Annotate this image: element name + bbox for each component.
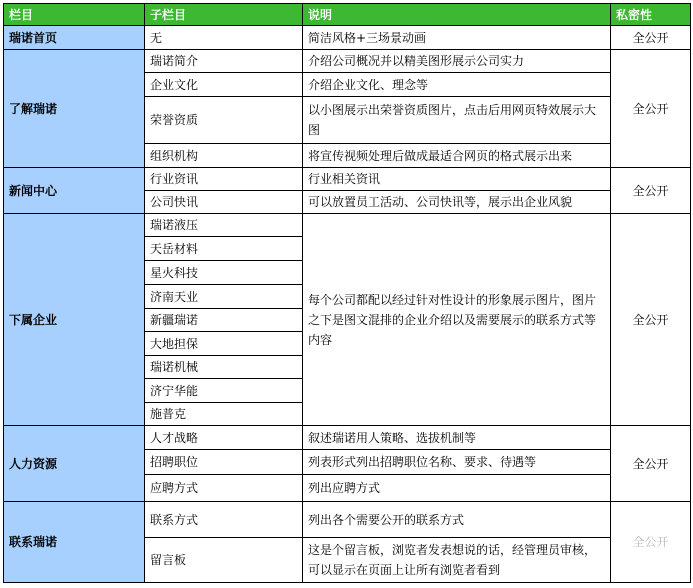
column-name-news: 新闻中心 bbox=[4, 168, 145, 214]
column-name-about: 了解瑞诺 bbox=[4, 50, 145, 168]
privacy-cell: 全公开 bbox=[611, 168, 691, 214]
description-cell: 介绍企业文化、理念等 bbox=[303, 73, 611, 97]
subcolumn-cell: 无 bbox=[145, 26, 303, 50]
header-privacy: 私密性 bbox=[611, 4, 691, 26]
subcolumn-cell: 新疆瑞诺 bbox=[145, 309, 303, 332]
table-row bbox=[4, 50, 691, 73]
description-cell: 行业相关资讯 bbox=[303, 168, 611, 191]
column-name-home: 瑞诺首页 bbox=[4, 26, 145, 50]
column-name-hr: 人力资源 bbox=[4, 426, 145, 502]
table-row bbox=[4, 214, 691, 237]
privacy-cell: 全公开 bbox=[611, 50, 691, 168]
table-row bbox=[4, 168, 691, 191]
description-cell: 简洁风格+三场景动画 bbox=[303, 26, 611, 50]
site-structure-table bbox=[3, 3, 691, 583]
column-name-contact: 联系瑞诺 bbox=[4, 502, 145, 583]
table-row bbox=[4, 426, 691, 450]
privacy-cell: 全公开 bbox=[611, 214, 691, 426]
subcolumn-cell: 施普克 bbox=[145, 403, 303, 426]
subcolumn-cell: 行业资讯 bbox=[145, 168, 303, 191]
subcolumn-cell: 天岳材料 bbox=[145, 237, 303, 261]
description-cell: 列出各个需要公开的联系方式 bbox=[303, 502, 611, 538]
table-row bbox=[4, 26, 691, 50]
header-column: 栏目 bbox=[4, 4, 145, 26]
description-cell: 可以放置员工活动、公司快讯等，展示出企业风貌 bbox=[303, 191, 611, 214]
subcolumn-cell: 公司快讯 bbox=[145, 191, 303, 214]
description-cell: 每个公司都配以经过针对性设计的形象展示图片，图片之下是图文混排的企业介绍以及需要展示的联系方式等内容 bbox=[303, 214, 611, 426]
subcolumn-cell: 瑞诺液压 bbox=[145, 214, 303, 237]
header-subcolumn: 子栏目 bbox=[145, 4, 303, 26]
description-cell: 这是个留言板，浏览者发表想说的话，经管理员审核，可以显示在页面上让所有浏览者看到 bbox=[303, 538, 611, 583]
subcolumn-cell: 组织机构 bbox=[145, 144, 303, 168]
privacy-cell: 全公开 bbox=[611, 26, 691, 50]
description-cell: 列表形式列出招聘职位名称、要求、待遇等 bbox=[303, 450, 611, 475]
subcolumn-cell: 招聘职位 bbox=[145, 450, 303, 475]
subcolumn-cell: 星火科技 bbox=[145, 261, 303, 285]
subcolumn-cell: 大地担保 bbox=[145, 332, 303, 356]
description-cell: 列出应聘方式 bbox=[303, 475, 611, 502]
subcolumn-cell: 瑞诺机械 bbox=[145, 356, 303, 379]
subcolumn-cell: 留言板 bbox=[145, 538, 303, 583]
description-cell: 叙述瑞诺用人策略、选拔机制等 bbox=[303, 426, 611, 450]
header-description: 说明 bbox=[303, 4, 611, 26]
subcolumn-cell: 济南天业 bbox=[145, 285, 303, 309]
subcolumn-cell: 瑞诺简介 bbox=[145, 50, 303, 73]
subcolumn-cell: 联系方式 bbox=[145, 502, 303, 538]
description-cell: 将宣传视频处理后做成最适合网页的格式展示出来 bbox=[303, 144, 611, 168]
description-cell: 介绍公司概况并以精美图形展示公司实力 bbox=[303, 50, 611, 73]
table-row bbox=[4, 502, 691, 538]
subcolumn-cell: 人才战略 bbox=[145, 426, 303, 450]
subcolumn-cell: 应聘方式 bbox=[145, 475, 303, 502]
subcolumn-cell: 荣誉资质 bbox=[145, 97, 303, 144]
subcolumn-cell: 济宁华能 bbox=[145, 379, 303, 403]
column-name-subsidiaries: 下属企业 bbox=[4, 214, 145, 426]
subcolumn-cell: 企业文化 bbox=[145, 73, 303, 97]
description-cell: 以小图展示出荣誉资质图片，点击后用网页特效展示大图 bbox=[303, 97, 611, 144]
header-row bbox=[4, 4, 691, 26]
privacy-cell: 全公开 bbox=[611, 502, 691, 583]
privacy-cell: 全公开 bbox=[611, 426, 691, 502]
